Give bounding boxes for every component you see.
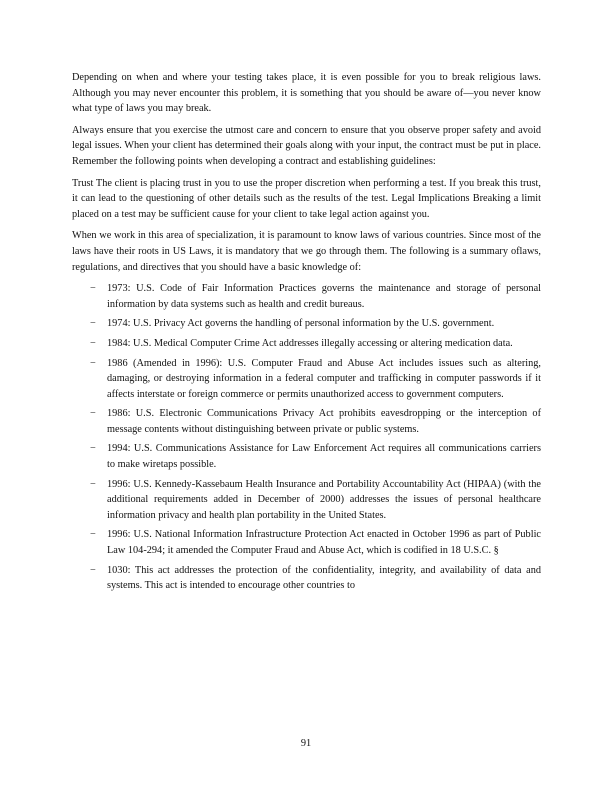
list-item bbox=[72, 441, 541, 472]
list-item bbox=[72, 336, 541, 352]
list-item bbox=[72, 563, 541, 594]
page-number: 91 bbox=[300, 738, 312, 749]
list-item bbox=[72, 356, 541, 403]
list-item bbox=[72, 281, 541, 312]
list-item-text: 1994: U.S. Communications Assistance for Law Enforcement Act requires all communications carriers to make wiretaps possible. bbox=[107, 443, 541, 471]
paragraph-trust-legal-implications: Trust The client is placing trust in you to use the proper discretion when performing a test. If you break this trust, it can lead to the questioning of other details such as the results of the test. Legal Implications Breaking a limit placed on a test may be sufficient cause for your client to take legal action against you. bbox=[72, 177, 541, 220]
list-dash-icon: − bbox=[90, 337, 96, 349]
list-item-text: 1984: U.S. Medical Computer Crime Act addresses illegally accessing or altering medication data. bbox=[107, 337, 513, 349]
list-item-text: 1986 (Amended in 1996): U.S. Computer Fraud and Abuse Act includes issues such as altering, damaging, or destroying information in a federal computer and trafficking in computer passwords if it affects interstate or foreign commerce or permits unauthorized access to government computers. bbox=[107, 357, 541, 400]
list-item bbox=[72, 406, 541, 437]
list-dash-icon: − bbox=[90, 283, 96, 295]
list-dash-icon: − bbox=[90, 408, 96, 420]
list-dash-icon: − bbox=[90, 529, 96, 541]
list-item-text: 1996: U.S. Kennedy-Kassebaum Health Insurance and Portability Accountability Act (HIPAA) (with the additional requirements added in December of 2000) addresses the issues of personal healthcare information privacy and health plan portability in the United States. bbox=[107, 478, 541, 521]
paragraph-religious-laws: Depending on when and where your testing takes place, it is even possible for you to break religious laws. Although you may never encounter this problem, it is something that you should be aware of—you never know what type of laws you may break. bbox=[72, 72, 541, 115]
list-item-text: 1974: U.S. Privacy Act governs the handling of personal information by the U.S. government. bbox=[107, 318, 495, 330]
list-item bbox=[72, 316, 541, 332]
list-item bbox=[72, 477, 541, 524]
list-item-text: 1973: U.S. Code of Fair Information Practices governs the maintenance and storage of personal information by data systems such as health and credit bureaus. bbox=[107, 283, 541, 310]
paragraph-legal-care: Always ensure that you exercise the utmost care and concern to ensure that you observe proper safety and avoid legal issues. When your client has determined their goals along with your input, the contract must be put in place. Remember the following points when developing a contract and establishing guidelines: bbox=[72, 124, 541, 167]
list-item-text: 1996: U.S. National Information Infrastructure Protection Act enacted in October 1996 as part of Public Law 104-294; it amended the Computer Fraud and Abuse Act, which is codified in 18 U.S.C. § bbox=[107, 529, 541, 557]
paragraph-laws-intro: When we work in this area of specialization, it is paramount to know laws of various countries. Since most of the laws have their roots in US Laws, it is mandatory that we go through them. The following is a summary oflaws, regulations, and directives that you should have a basic knowledge of: bbox=[72, 230, 541, 273]
list-item-text: 1030: This act addresses the protection of the confidentiality, integrity, and availability of data and systems. This act is intended to encourage other countries to bbox=[107, 564, 541, 592]
list-dash-icon: − bbox=[90, 318, 96, 330]
laws-list bbox=[72, 281, 541, 594]
page-body bbox=[72, 70, 541, 598]
list-dash-icon: − bbox=[90, 478, 96, 490]
list-item bbox=[72, 527, 541, 558]
list-dash-icon: − bbox=[90, 564, 96, 576]
list-item-text: 1986: U.S. Electronic Communications Privacy Act prohibits eavesdropping or the interception of message contents without distinguishing between private or public systems. bbox=[107, 408, 541, 435]
list-dash-icon: − bbox=[90, 357, 96, 369]
list-dash-icon: − bbox=[90, 443, 96, 455]
